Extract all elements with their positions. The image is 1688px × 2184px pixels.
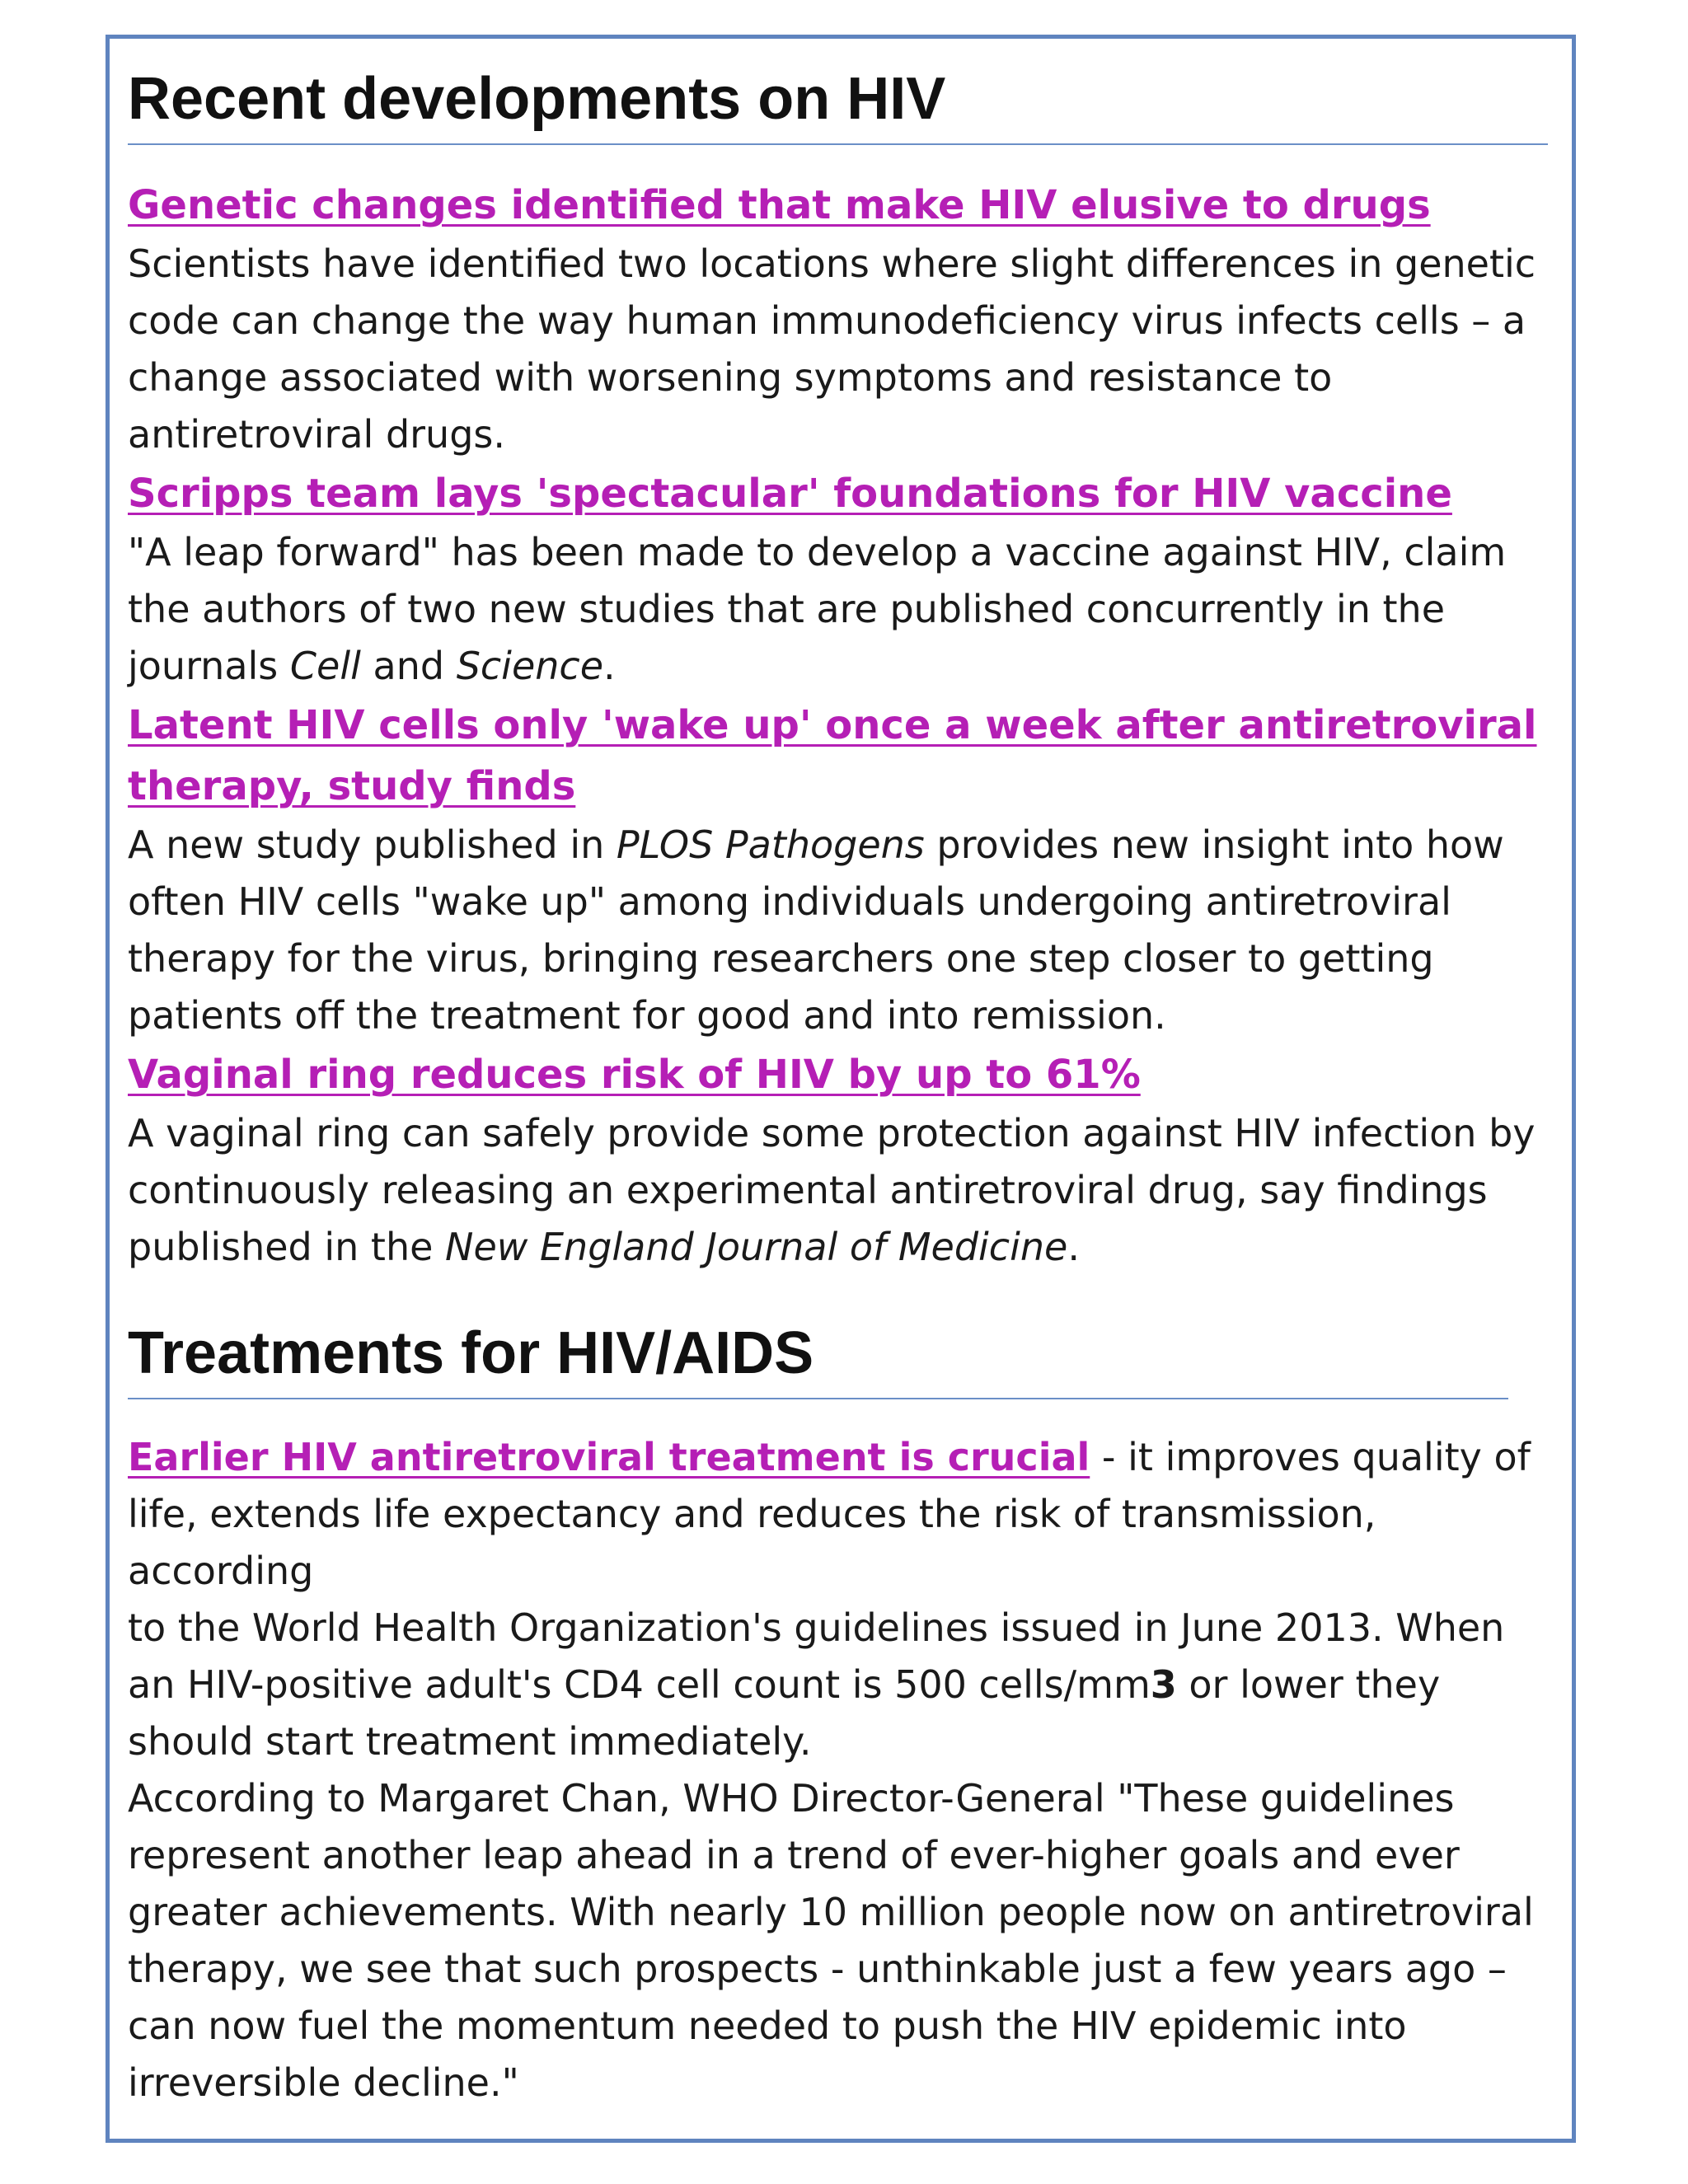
summary-line: antiretroviral drugs. <box>128 412 506 457</box>
article-title-link[interactable]: Vaginal ring reduces risk of HIV by up to 61% <box>128 1052 1141 1098</box>
section-heading: Recent developments on HIV <box>128 66 946 132</box>
summary-line: therapy for the virus, bringing researchers one step closer to getting <box>128 936 1434 981</box>
summary-line: Scientists have identified two locations where slight differences in genetic <box>128 241 1536 286</box>
summary-text: journals <box>128 644 290 688</box>
treatment-paragraph <box>128 1429 1562 1770</box>
summary-line: change associated with worsening symptoms and resistance to <box>128 355 1333 400</box>
summary-text: . <box>1067 1225 1080 1269</box>
summary-line: A vaginal ring can safely provide some protection against HIV infection by <box>128 1111 1536 1155</box>
treatment-text: an HIV-positive adult's CD4 cell count is 500 cells/mm <box>128 1662 1151 1707</box>
quote-line: represent another leap ahead in a trend of ever-higher goals and ever <box>128 1833 1460 1877</box>
quote-line: therapy, we see that such prospects - unthinkable just a few years ago – <box>128 1947 1507 1991</box>
treatment-link[interactable]: Earlier HIV antiretroviral treatment is crucial <box>128 1435 1090 1479</box>
article-title-link[interactable] <box>128 695 1562 817</box>
summary-line: code can change the way human immunodeficiency virus infects cells – a <box>128 298 1526 343</box>
section-heading: Treatments for HIV/AIDS <box>128 1320 814 1386</box>
section-treatments <box>128 1319 1562 2111</box>
summary-line: continuously releasing an experimental antiretroviral drug, say findings <box>128 1168 1488 1212</box>
journal-name: Science <box>456 644 604 688</box>
quote-line: irreversible decline." <box>128 2060 519 2105</box>
summary-line: "A leap forward" has been made to develop a vaccine against HIV, claim <box>128 530 1507 574</box>
journal-name: PLOS Pathogens <box>616 823 925 867</box>
section-divider <box>128 143 1548 145</box>
article-summary <box>128 1105 1562 1276</box>
article-title-link[interactable]: Scripps team lays 'spectacular' foundations for HIV vaccine <box>128 471 1452 517</box>
summary-text: A new study published in <box>128 823 617 867</box>
journal-name: New England Journal of Medicine <box>445 1225 1068 1269</box>
journal-name: Cell <box>289 644 361 688</box>
article-item <box>128 695 1562 1044</box>
article-item <box>128 175 1562 463</box>
unit-exponent: 3 <box>1150 1662 1177 1707</box>
treatment-text: or lower they <box>1176 1662 1441 1707</box>
section-divider <box>128 1398 1508 1399</box>
quote-paragraph <box>128 1770 1562 2111</box>
article-item <box>128 463 1562 695</box>
article-summary <box>128 817 1562 1044</box>
document-content <box>128 64 1562 2111</box>
summary-text: provides new insight into how <box>924 823 1504 867</box>
title-line: Latent HIV cells only 'wake up' once a week after antiretroviral <box>128 702 1537 748</box>
article-summary <box>128 524 1562 695</box>
treatment-text: - it improves quality of <box>1090 1435 1531 1479</box>
quote-line: can now fuel the momentum needed to push the HIV epidemic into <box>128 2004 1407 2048</box>
section-recent-developments <box>128 64 1562 1276</box>
article-item <box>128 1044 1562 1276</box>
quote-line: greater achievements. With nearly 10 million people now on antiretroviral <box>128 1890 1534 1934</box>
summary-line: often HIV cells "wake up" among individuals undergoing antiretroviral <box>128 879 1451 924</box>
article-summary <box>128 236 1562 463</box>
summary-line: patients off the treatment for good and into remission. <box>128 993 1166 1038</box>
treatment-line: to the World Health Organization's guidelines issued in June 2013. When <box>128 1605 1505 1650</box>
treatment-line: life, extends life expectancy and reduces the risk of transmission, according <box>128 1492 1376 1593</box>
summary-text: and <box>360 644 457 688</box>
summary-text: . <box>603 644 616 688</box>
quote-line: According to Margaret Chan, WHO Director-General "These guidelines <box>128 1776 1455 1821</box>
article-title-link[interactable]: Genetic changes identified that make HIV elusive to drugs <box>128 182 1431 228</box>
summary-line: the authors of two new studies that are published concurrently in the <box>128 587 1446 631</box>
treatment-line: should start treatment immediately. <box>128 1719 812 1764</box>
summary-text: published in the <box>128 1225 446 1269</box>
title-line: therapy, study finds <box>128 763 576 809</box>
